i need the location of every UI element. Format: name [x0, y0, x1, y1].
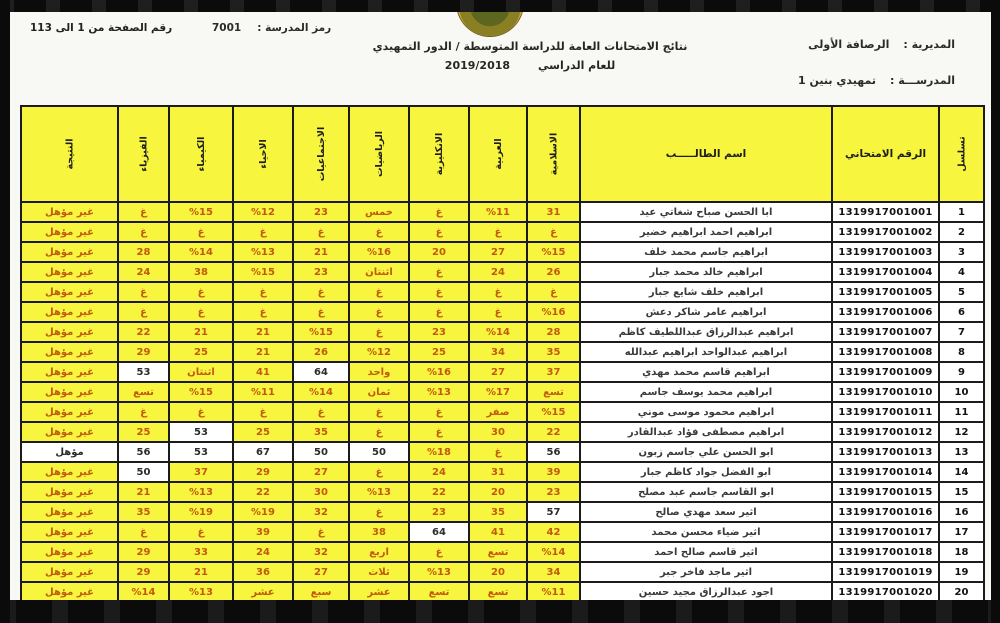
- score-cell-biology: غ: [233, 282, 293, 302]
- score-cell-social: 64: [293, 362, 349, 382]
- score-cell-math: غ: [349, 402, 409, 422]
- score-cell-social: غ: [293, 402, 349, 422]
- page: [10, 12, 991, 600]
- score-cell-islamic: 23: [527, 482, 580, 502]
- score-cell-social: 35: [293, 422, 349, 442]
- score-cell-physics: 24: [118, 262, 169, 282]
- student-name-cell: ابراهيم خلف شايع جبار: [580, 282, 832, 302]
- column-header-english: الانكليزية: [409, 106, 469, 202]
- score-cell-biology: 21: [233, 342, 293, 362]
- score-cell-biology: عشر: [233, 582, 293, 602]
- serial-cell: 19: [939, 562, 984, 582]
- score-cell-arabic: 24: [469, 262, 527, 282]
- score-cell-physics: 29: [118, 562, 169, 582]
- score-cell-arabic: 34: [469, 342, 527, 362]
- serial-cell: 16: [939, 502, 984, 522]
- serial-cell: 14: [939, 462, 984, 482]
- score-cell-chemistry: 53: [169, 442, 233, 462]
- student-name-cell: اثير ماجد فاخر جبر: [580, 562, 832, 582]
- student-name-cell: ابراهيم مصطفى فؤاد عبدالقادر: [580, 422, 832, 442]
- table-row: [21, 542, 984, 562]
- serial-cell: 9: [939, 362, 984, 382]
- score-cell-social: 21: [293, 242, 349, 262]
- score-cell-social: %15: [293, 322, 349, 342]
- score-cell-islamic: %14: [527, 542, 580, 562]
- result-cell: غير مؤهل: [21, 262, 118, 282]
- result-cell: غير مؤهل: [21, 282, 118, 302]
- score-cell-arabic: 27: [469, 362, 527, 382]
- serial-cell: 1: [939, 202, 984, 222]
- student-name-cell: ابراهيم احمد ابراهيم خضير: [580, 222, 832, 242]
- score-cell-physics: 22: [118, 322, 169, 342]
- score-cell-islamic: %11: [527, 582, 580, 602]
- score-cell-chemistry: 37: [169, 462, 233, 482]
- score-cell-math: غ: [349, 222, 409, 242]
- exam-number-cell: 1319917001004: [832, 262, 939, 282]
- score-cell-arabic: %14: [469, 322, 527, 342]
- score-cell-biology: غ: [233, 302, 293, 322]
- score-cell-physics: 29: [118, 542, 169, 562]
- score-cell-chemistry: 25: [169, 342, 233, 362]
- score-cell-islamic: غ: [527, 222, 580, 242]
- column-header-serial: تسلسل: [939, 106, 984, 202]
- score-cell-islamic: 56: [527, 442, 580, 462]
- result-cell: غير مؤهل: [21, 462, 118, 482]
- score-cell-physics: غ: [118, 202, 169, 222]
- score-cell-social: غ: [293, 222, 349, 242]
- score-cell-math: ثمان: [349, 382, 409, 402]
- serial-cell: 20: [939, 582, 984, 602]
- serial-cell: 5: [939, 282, 984, 302]
- score-cell-biology: 25: [233, 422, 293, 442]
- serial-cell: 7: [939, 322, 984, 342]
- score-cell-arabic: غ: [469, 442, 527, 462]
- score-cell-physics: %14: [118, 582, 169, 602]
- result-cell: غير مؤهل: [21, 582, 118, 602]
- score-cell-arabic: تسع: [469, 582, 527, 602]
- table-row: [21, 282, 984, 302]
- score-cell-english: غ: [409, 282, 469, 302]
- score-cell-biology: 36: [233, 562, 293, 582]
- score-cell-biology: 21: [233, 322, 293, 342]
- score-cell-english: %18: [409, 442, 469, 462]
- results-table: [20, 105, 985, 603]
- score-cell-english: 24: [409, 462, 469, 482]
- score-cell-arabic: 31: [469, 462, 527, 482]
- serial-cell: 4: [939, 262, 984, 282]
- score-cell-islamic: 22: [527, 422, 580, 442]
- score-cell-social: 30: [293, 482, 349, 502]
- score-cell-physics: غ: [118, 402, 169, 422]
- score-cell-arabic: 27: [469, 242, 527, 262]
- exam-number-cell: 1319917001005: [832, 282, 939, 302]
- score-cell-math: غ: [349, 302, 409, 322]
- table-row: [21, 522, 984, 542]
- score-cell-english: 25: [409, 342, 469, 362]
- school-code-label: رمز المدرسة :: [257, 22, 332, 34]
- exam-number-cell: 1319917001015: [832, 482, 939, 502]
- result-cell: غير مؤهل: [21, 422, 118, 442]
- score-cell-english: 23: [409, 502, 469, 522]
- score-cell-english: 20: [409, 242, 469, 262]
- header-row: [21, 106, 984, 202]
- top-border: [0, 0, 1000, 12]
- score-cell-physics: غ: [118, 302, 169, 322]
- score-cell-physics: 56: [118, 442, 169, 462]
- column-header-physics: الفيزياء: [118, 106, 169, 202]
- score-cell-english: غ: [409, 262, 469, 282]
- score-cell-physics: 50: [118, 462, 169, 482]
- result-cell: غير مؤهل: [21, 342, 118, 362]
- result-cell: غير مؤهل: [21, 402, 118, 422]
- column-header-chemistry: الكيمياء: [169, 106, 233, 202]
- student-name-cell: ابو الفضل جواد كاظم جبار: [580, 462, 832, 482]
- score-cell-social: 32: [293, 502, 349, 522]
- serial-cell: 10: [939, 382, 984, 402]
- score-cell-english: %13: [409, 562, 469, 582]
- score-cell-math: غ: [349, 502, 409, 522]
- score-cell-math: ثلاث: [349, 562, 409, 582]
- serial-cell: 17: [939, 522, 984, 542]
- score-cell-math: غ: [349, 462, 409, 482]
- student-name-cell: اثير قاسم صالح احمد: [580, 542, 832, 562]
- score-cell-biology: 29: [233, 462, 293, 482]
- result-cell: غير مؤهل: [21, 322, 118, 342]
- score-cell-islamic: 35: [527, 342, 580, 362]
- score-cell-chemistry: غ: [169, 282, 233, 302]
- score-cell-islamic: 31: [527, 202, 580, 222]
- score-cell-english: %16: [409, 362, 469, 382]
- score-cell-arabic: غ: [469, 282, 527, 302]
- table-row: [21, 362, 984, 382]
- left-border: [0, 0, 10, 623]
- exam-number-cell: 1319917001002: [832, 222, 939, 242]
- exam-number-cell: 1319917001008: [832, 342, 939, 362]
- column-header-social: الاجتماعيات: [293, 106, 349, 202]
- serial-cell: 2: [939, 222, 984, 242]
- bottom-border: [0, 600, 1000, 623]
- student-name-cell: ابراهيم محمد يوسف جاسم: [580, 382, 832, 402]
- column-header-result: النتيجة: [21, 106, 118, 202]
- score-cell-chemistry: 33: [169, 542, 233, 562]
- score-cell-english: غ: [409, 422, 469, 442]
- student-name-cell: ابراهيم خالد محمد جبار: [580, 262, 832, 282]
- score-cell-math: خمس: [349, 202, 409, 222]
- score-cell-biology: غ: [233, 222, 293, 242]
- score-cell-biology: %19: [233, 502, 293, 522]
- serial-cell: 13: [939, 442, 984, 462]
- school-label: المدرســـة :: [890, 74, 955, 87]
- score-cell-chemistry: %19: [169, 502, 233, 522]
- score-cell-english: تسع: [409, 582, 469, 602]
- score-cell-biology: غ: [233, 402, 293, 422]
- exam-number-cell: 1319917001003: [832, 242, 939, 262]
- result-cell: غير مؤهل: [21, 382, 118, 402]
- table-row: [21, 262, 984, 282]
- right-border: [991, 0, 1000, 623]
- student-name-cell: ابراهيم جاسم محمد خلف: [580, 242, 832, 262]
- result-cell: غير مؤهل: [21, 202, 118, 222]
- score-cell-social: 23: [293, 202, 349, 222]
- serial-cell: 11: [939, 402, 984, 422]
- score-cell-islamic: 34: [527, 562, 580, 582]
- student-name-cell: ابراهيم قاسم محمد مهدي: [580, 362, 832, 382]
- score-cell-chemistry: غ: [169, 302, 233, 322]
- table-row: [21, 422, 984, 442]
- exam-number-cell: 1319917001016: [832, 502, 939, 522]
- score-cell-math: اربع: [349, 542, 409, 562]
- score-cell-arabic: تسع: [469, 542, 527, 562]
- serial-cell: 3: [939, 242, 984, 262]
- directorate-label: المديرية :: [903, 38, 955, 51]
- student-name-cell: ابراهيم عبدالواحد ابراهيم عبدالله: [580, 342, 832, 362]
- score-cell-islamic: 28: [527, 322, 580, 342]
- score-cell-english: غ: [409, 542, 469, 562]
- score-cell-arabic: 30: [469, 422, 527, 442]
- score-cell-biology: 24: [233, 542, 293, 562]
- score-cell-math: 38: [349, 522, 409, 542]
- exam-number-cell: 1319917001019: [832, 562, 939, 582]
- score-cell-math: واحد: [349, 362, 409, 382]
- academic-year-value: 2019/2018: [444, 58, 511, 72]
- score-cell-math: غ: [349, 282, 409, 302]
- score-cell-biology: 41: [233, 362, 293, 382]
- table-row: [21, 562, 984, 582]
- score-cell-english: غ: [409, 302, 469, 322]
- report-title-line2: [250, 57, 810, 76]
- table-row: [21, 322, 984, 342]
- score-cell-physics: 53: [118, 362, 169, 382]
- score-cell-social: 26: [293, 342, 349, 362]
- column-header-arabic: العربية: [469, 106, 527, 202]
- score-cell-arabic: 35: [469, 502, 527, 522]
- exam-number-cell: 1319917001012: [832, 422, 939, 442]
- table-row: [21, 402, 984, 422]
- student-name-cell: اثير سعد مهدي صالح: [580, 502, 832, 522]
- school-code-value: 7001: [212, 22, 242, 34]
- exam-number-cell: 1319917001006: [832, 302, 939, 322]
- score-cell-chemistry: غ: [169, 402, 233, 422]
- score-cell-social: 27: [293, 462, 349, 482]
- score-cell-chemistry: غ: [169, 522, 233, 542]
- table-row: [21, 582, 984, 602]
- score-cell-islamic: 37: [527, 362, 580, 382]
- student-name-cell: ابراهيم عبدالرزاق عبداللطيف كاظم: [580, 322, 832, 342]
- score-cell-arabic: 20: [469, 562, 527, 582]
- student-name-cell: اجود عبدالرزاق مجيد حسين: [580, 582, 832, 602]
- score-cell-islamic: %16: [527, 302, 580, 322]
- student-name-cell: ابراهيم محمود موسى موني: [580, 402, 832, 422]
- score-cell-social: %14: [293, 382, 349, 402]
- result-cell: غير مؤهل: [21, 482, 118, 502]
- table-row: [21, 302, 984, 322]
- school-line: [798, 74, 955, 87]
- result-cell: مؤهل: [21, 442, 118, 462]
- score-cell-physics: غ: [118, 282, 169, 302]
- score-cell-biology: 22: [233, 482, 293, 502]
- column-header-math: الرياضيات: [349, 106, 409, 202]
- table-row: [21, 222, 984, 242]
- score-cell-islamic: %15: [527, 242, 580, 262]
- exam-number-cell: 1319917001011: [832, 402, 939, 422]
- score-cell-islamic: تسع: [527, 382, 580, 402]
- table-row: [21, 242, 984, 262]
- school-value: تمهيدي بنين 1: [798, 74, 877, 87]
- school-code-line: [212, 22, 331, 34]
- table-row: [21, 342, 984, 362]
- score-cell-islamic: 26: [527, 262, 580, 282]
- student-name-cell: ابو القاسم جاسم عبد مصلح: [580, 482, 832, 502]
- student-name-cell: ابو الحسن علي جاسم زبون: [580, 442, 832, 462]
- score-cell-social: غ: [293, 302, 349, 322]
- serial-cell: 8: [939, 342, 984, 362]
- score-cell-chemistry: اثنتان: [169, 362, 233, 382]
- report-title: [250, 38, 810, 75]
- table-row: [21, 442, 984, 462]
- score-cell-arabic: صفر: [469, 402, 527, 422]
- result-cell: غير مؤهل: [21, 302, 118, 322]
- score-cell-islamic: 39: [527, 462, 580, 482]
- result-cell: غير مؤهل: [21, 362, 118, 382]
- report-title-line1: نتائج الامتحانات العامة للدراسة المتوسطة / الدور التمهيدي: [372, 40, 688, 53]
- exam-number-cell: 1319917001009: [832, 362, 939, 382]
- exam-number-cell: 1319917001013: [832, 442, 939, 462]
- score-cell-chemistry: %13: [169, 582, 233, 602]
- score-cell-chemistry: غ: [169, 222, 233, 242]
- exam-number-cell: 1319917001010: [832, 382, 939, 402]
- result-cell: غير مؤهل: [21, 542, 118, 562]
- exam-number-cell: 1319917001007: [832, 322, 939, 342]
- score-cell-math: اثنتان: [349, 262, 409, 282]
- page-range-label: رقم الصفحة من 1 الى 113: [30, 22, 173, 34]
- score-cell-islamic: غ: [527, 282, 580, 302]
- score-cell-physics: غ: [118, 222, 169, 242]
- score-cell-islamic: %15: [527, 402, 580, 422]
- score-cell-chemistry: 53: [169, 422, 233, 442]
- score-cell-chemistry: 21: [169, 562, 233, 582]
- score-cell-english: %13: [409, 382, 469, 402]
- student-name-cell: اثير ضياء محسن محمد: [580, 522, 832, 542]
- student-name-cell: ابا الحسن صباح شغاتي عيد: [580, 202, 832, 222]
- score-cell-social: 32: [293, 542, 349, 562]
- score-cell-english: 64: [409, 522, 469, 542]
- score-cell-english: غ: [409, 402, 469, 422]
- result-cell: غير مؤهل: [21, 222, 118, 242]
- table-row: [21, 502, 984, 522]
- score-cell-math: 50: [349, 442, 409, 462]
- score-cell-physics: 25: [118, 422, 169, 442]
- table-row: [21, 462, 984, 482]
- score-cell-biology: 67: [233, 442, 293, 462]
- score-cell-physics: 28: [118, 242, 169, 262]
- score-cell-chemistry: %15: [169, 202, 233, 222]
- score-cell-english: غ: [409, 222, 469, 242]
- score-cell-social: 50: [293, 442, 349, 462]
- score-cell-english: غ: [409, 202, 469, 222]
- score-cell-social: سبع: [293, 582, 349, 602]
- exam-number-cell: 1319917001014: [832, 462, 939, 482]
- academic-year-label: للعام الدراسي: [538, 58, 616, 72]
- result-cell: غير مؤهل: [21, 562, 118, 582]
- score-cell-arabic: %11: [469, 202, 527, 222]
- score-cell-biology: %13: [233, 242, 293, 262]
- score-cell-math: %16: [349, 242, 409, 262]
- column-header-exam: الرقم الامتحاني: [832, 106, 939, 202]
- table-row: [21, 382, 984, 402]
- column-header-islamic: الاسلامية: [527, 106, 580, 202]
- score-cell-physics: 21: [118, 482, 169, 502]
- score-cell-english: 23: [409, 322, 469, 342]
- score-cell-chemistry: %15: [169, 382, 233, 402]
- result-cell: غير مؤهل: [21, 242, 118, 262]
- score-cell-math: %13: [349, 482, 409, 502]
- table-row: [21, 202, 984, 222]
- student-name-cell: ابراهيم عامر شاكر دعش: [580, 302, 832, 322]
- score-cell-social: 23: [293, 262, 349, 282]
- exam-number-cell: 1319917001018: [832, 542, 939, 562]
- serial-cell: 12: [939, 422, 984, 442]
- exam-number-cell: 1319917001017: [832, 522, 939, 542]
- directorate-value: الرصافة الأولى: [808, 38, 890, 51]
- score-cell-arabic: 41: [469, 522, 527, 542]
- table-row: [21, 482, 984, 502]
- score-cell-chemistry: 38: [169, 262, 233, 282]
- score-cell-social: غ: [293, 282, 349, 302]
- serial-cell: 15: [939, 482, 984, 502]
- score-cell-math: عشر: [349, 582, 409, 602]
- score-cell-physics: 29: [118, 342, 169, 362]
- exam-number-cell: 1319917001001: [832, 202, 939, 222]
- score-cell-english: 22: [409, 482, 469, 502]
- score-cell-physics: تسع: [118, 382, 169, 402]
- exam-number-cell: 1319917001020: [832, 582, 939, 602]
- score-cell-biology: %15: [233, 262, 293, 282]
- score-cell-islamic: 57: [527, 502, 580, 522]
- score-cell-arabic: غ: [469, 302, 527, 322]
- score-cell-chemistry: %14: [169, 242, 233, 262]
- score-cell-math: %12: [349, 342, 409, 362]
- result-cell: غير مؤهل: [21, 522, 118, 542]
- column-header-biology: الاحياء: [233, 106, 293, 202]
- score-cell-biology: %12: [233, 202, 293, 222]
- score-cell-arabic: غ: [469, 222, 527, 242]
- score-cell-arabic: 20: [469, 482, 527, 502]
- serial-cell: 18: [939, 542, 984, 562]
- score-cell-physics: غ: [118, 522, 169, 542]
- score-cell-biology: %11: [233, 382, 293, 402]
- score-cell-biology: 39: [233, 522, 293, 542]
- score-cell-math: غ: [349, 322, 409, 342]
- score-cell-social: غ: [293, 522, 349, 542]
- directorate-line: [808, 38, 955, 51]
- score-cell-social: 27: [293, 562, 349, 582]
- score-cell-chemistry: %13: [169, 482, 233, 502]
- score-cell-math: غ: [349, 422, 409, 442]
- score-cell-islamic: 42: [527, 522, 580, 542]
- serial-cell: 6: [939, 302, 984, 322]
- score-cell-physics: 35: [118, 502, 169, 522]
- score-cell-chemistry: 21: [169, 322, 233, 342]
- result-cell: غير مؤهل: [21, 502, 118, 522]
- score-cell-arabic: %17: [469, 382, 527, 402]
- column-header-name: اسم الطالـــــب: [580, 106, 832, 202]
